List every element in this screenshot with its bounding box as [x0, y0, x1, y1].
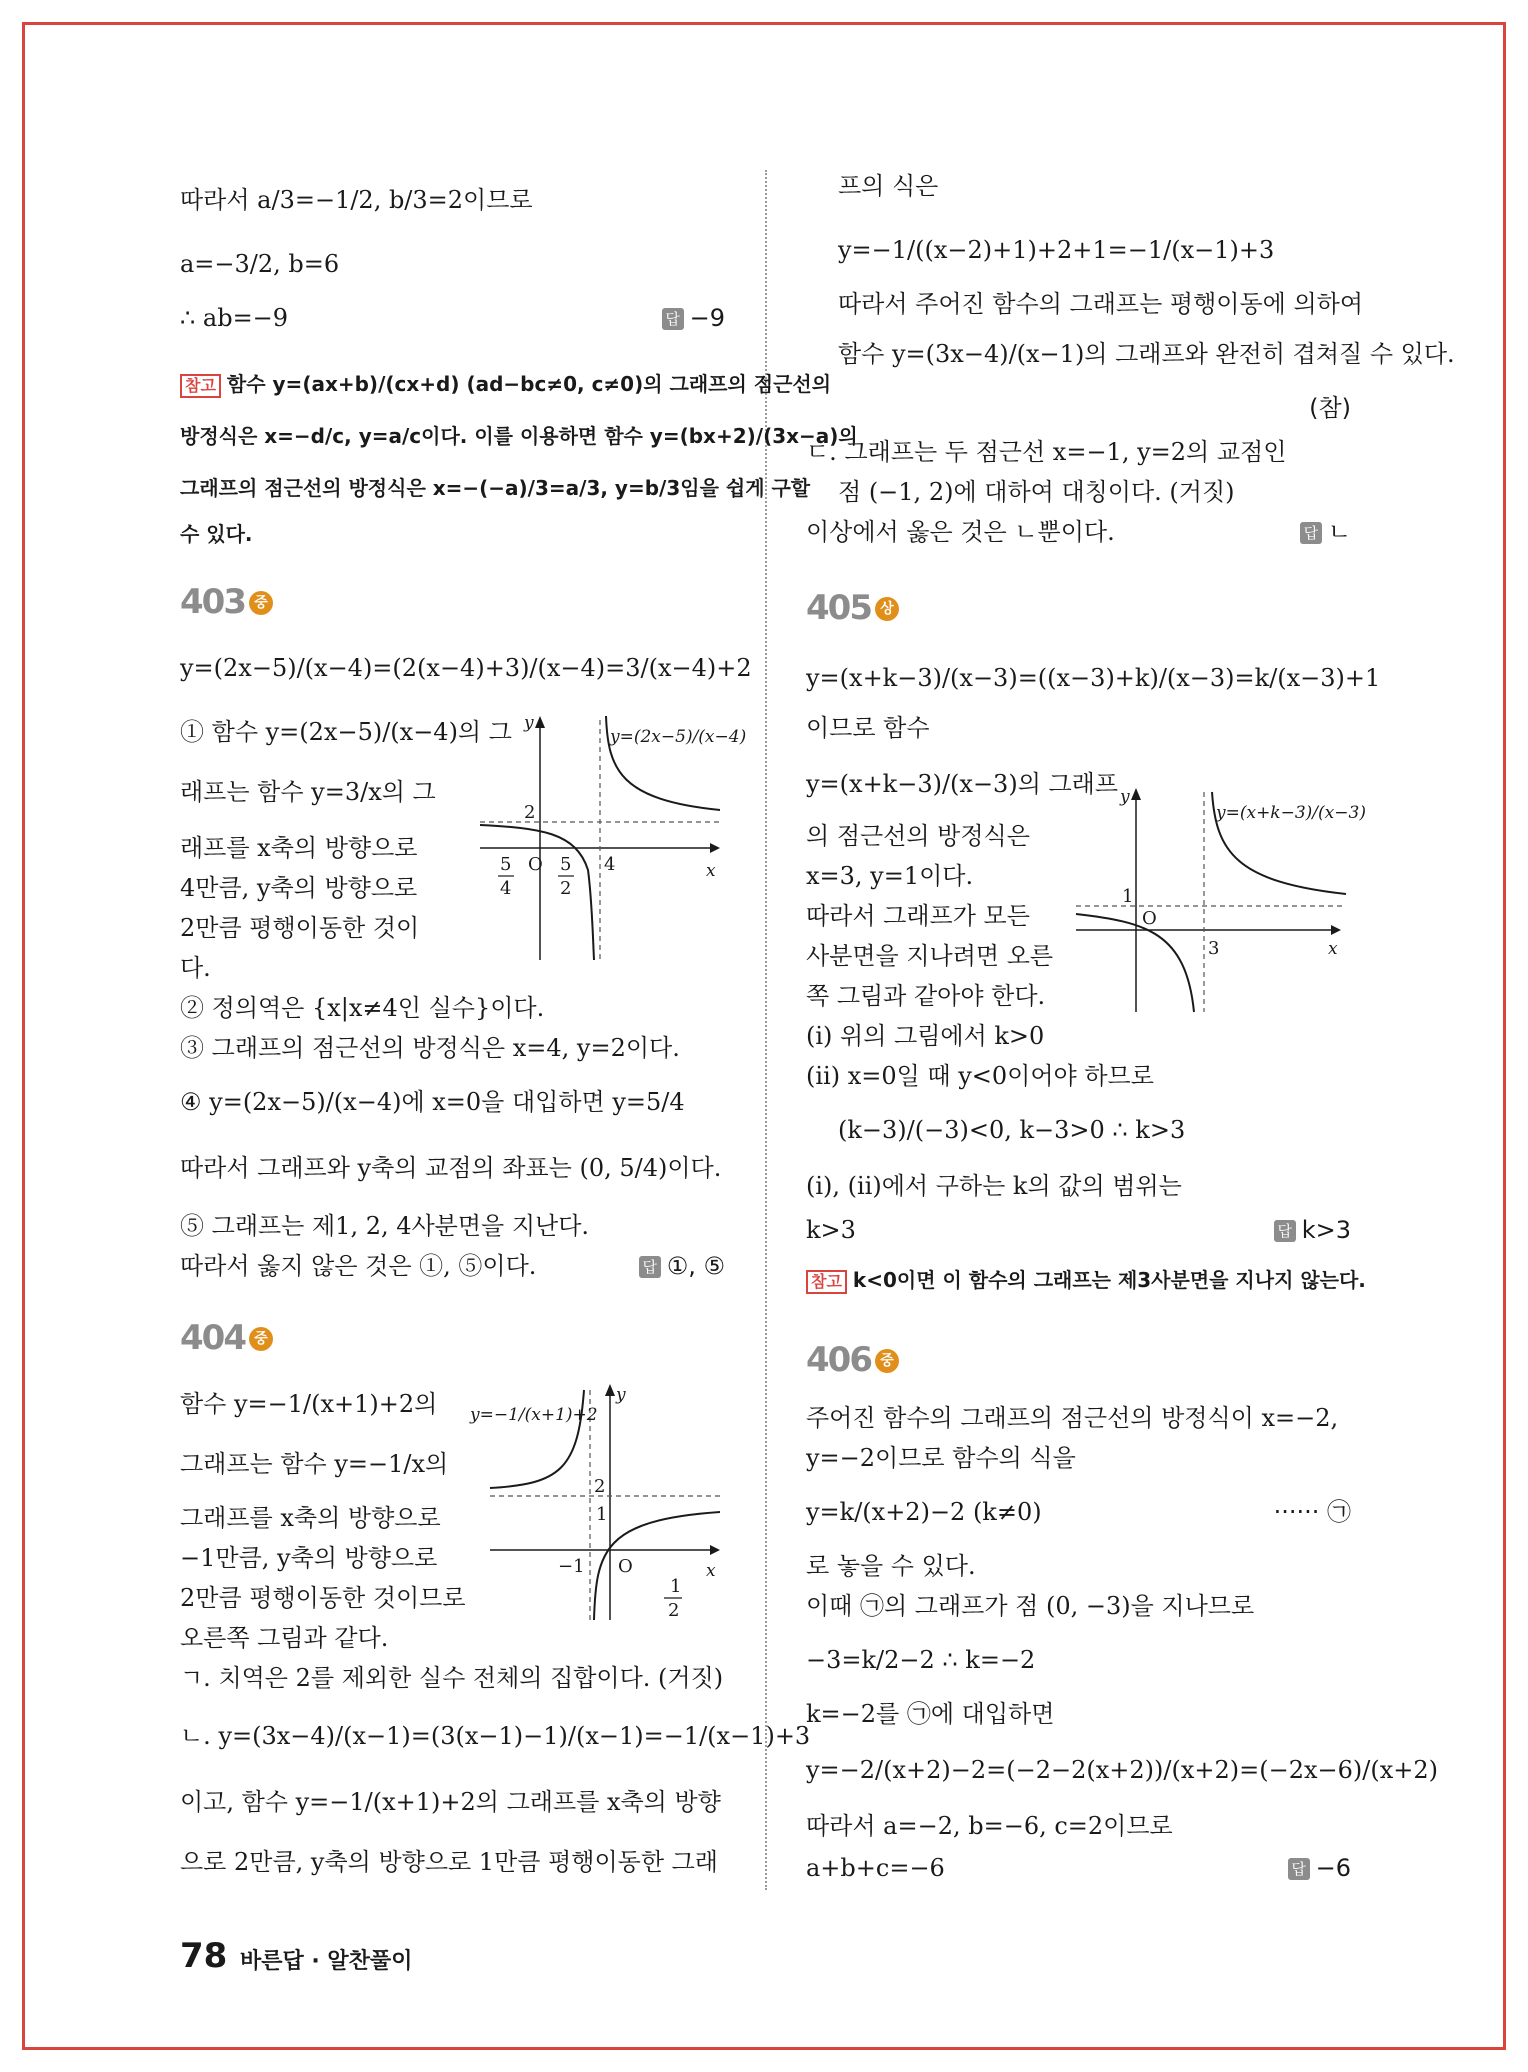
text-line: 따라서 a/3=−1/2, b/3=2이므로 — [180, 186, 533, 214]
text-line: −1만큼, y축의 방향으로 — [180, 1544, 438, 1572]
text-line: 점 (−1, 2)에 대하여 대칭이다. (거짓) — [838, 478, 1235, 506]
origin-label: O — [528, 854, 543, 875]
y-label: y — [1120, 787, 1130, 807]
text-line: (ⅰ), (ⅱ)에서 구하는 k의 값의 범위는 — [806, 1172, 1182, 1200]
tick-5-2-num: 5 — [560, 854, 572, 875]
y-arrow-icon — [605, 1384, 615, 1396]
text-line: ④ y=(2x−5)/(x−4)에 x=0을 대입하면 y=5/4 — [180, 1088, 685, 1116]
y-label: y — [524, 713, 534, 733]
text-line: 그래프를 x축의 방향으로 — [180, 1504, 441, 1532]
text-line: 2만큼 평행이동한 것이므로 — [180, 1584, 466, 1612]
text-line: ㄱ. 치역은 2를 제외한 실수 전체의 집합이다. (거짓) — [180, 1664, 724, 1692]
answer — [1300, 516, 1351, 548]
curve-left — [1076, 914, 1194, 1012]
text-line: 쪽 그림과 같아야 한다. — [806, 982, 1046, 1010]
text-line: (참) — [1309, 394, 1351, 422]
tick-half-num: 1 — [670, 1576, 682, 1597]
text-line: ㄷ. 그래프는 두 점근선 x=−1, y=2의 교점인 — [806, 438, 1287, 466]
x-arrow-icon — [710, 843, 720, 853]
x-arrow-icon — [710, 1545, 720, 1555]
tick-2: 2 — [524, 802, 536, 823]
answer-badge-icon: 답 — [1288, 1858, 1310, 1880]
text-line: 따라서 그래프가 모든 — [806, 902, 1030, 930]
problem-405-number: 405 — [806, 588, 871, 628]
x-label: x — [706, 1561, 716, 1581]
tick-5-4-num: 5 — [500, 854, 512, 875]
y-arrow-icon — [1131, 788, 1141, 800]
text-line: a=−3/2, b=6 — [180, 250, 340, 278]
level-icon: 중 — [249, 591, 273, 615]
level-icon: 중 — [875, 1349, 899, 1373]
tick-2: 2 — [594, 1476, 606, 1497]
text-line: 이때 ㉠의 그래프가 점 (0, −3)을 지나므로 — [806, 1592, 1255, 1620]
text-line: 다. — [180, 954, 211, 982]
page-number: 78 — [180, 1936, 228, 1976]
note-text: k<0이면 이 함수의 그래프는 제3사분면을 지나지 않는다. — [852, 1268, 1366, 1292]
problem-number — [806, 588, 899, 628]
graph-404 — [470, 1380, 725, 1620]
level-icon: 중 — [249, 1327, 273, 1351]
text-line: (k−3)/(−3)<0, k−3>0 ∴ k>3 — [838, 1116, 1186, 1144]
text-line: 따라서 주어진 함수의 그래프는 평행이동에 의하여 — [838, 290, 1364, 318]
text-line: k>3 — [806, 1216, 856, 1244]
tick-5-2-den: 2 — [560, 878, 572, 899]
y-arrow-icon — [535, 716, 545, 728]
x-label: x — [1328, 939, 1338, 959]
problem-number — [180, 582, 273, 622]
x-label: x — [706, 861, 716, 881]
text-line: y=−1/((x−2)+1)+2+1=−1/(x−1)+3 — [838, 236, 1275, 264]
tick-4: 4 — [604, 854, 616, 875]
text-line: ② 정의역은 {x|x≠4인 실수}이다. — [180, 994, 545, 1022]
answer-value: −9 — [689, 304, 725, 332]
x-arrow-icon — [1331, 925, 1341, 935]
problem-number — [180, 1318, 273, 1358]
tick-5-4-den: 4 — [500, 878, 512, 899]
problem-404-number: 404 — [180, 1318, 245, 1358]
answer-badge-icon: 답 — [639, 1256, 661, 1278]
text-line: ∴ ab=−9 — [180, 304, 289, 332]
text-line: 2만큼 평행이동한 것이 — [180, 914, 420, 942]
graph-403 — [480, 710, 747, 960]
text-line: 래프를 x축의 방향으로 — [180, 834, 418, 862]
answer-value: k>3 — [1301, 1216, 1351, 1244]
tick-1: 1 — [596, 1504, 608, 1525]
answer-value: ①, ⑤ — [666, 1252, 725, 1280]
text-line: (ⅱ) x=0일 때 y<0이어야 하므로 — [806, 1062, 1154, 1090]
text-line: a+b+c=−6 — [806, 1854, 945, 1882]
text-line: 오른쪽 그림과 같다. — [180, 1624, 389, 1652]
problem-406-number: 406 — [806, 1340, 871, 1380]
answer — [1274, 1214, 1351, 1246]
text-line: y=(2x−5)/(x−4)=(2(x−4)+3)/(x−4)=3/(x−4)+2 — [180, 654, 752, 682]
text-line: ⑤ 그래프는 제1, 2, 4사분면을 지난다. — [180, 1212, 590, 1240]
note-line: 수 있다. — [180, 522, 253, 546]
answer — [639, 1250, 725, 1282]
text-line: 의 점근선의 방정식은 — [806, 822, 1030, 850]
text-line: 사분면을 지나려면 오른 — [806, 942, 1054, 970]
text-line: 따라서 옳지 않은 것은 ①, ⑤이다. — [180, 1252, 537, 1280]
text-line: y=−2/(x+2)−2=(−2−2(x+2))/(x+2)=(−2x−6)/(x+2) — [806, 1756, 1438, 1784]
tick-1: 1 — [1122, 886, 1134, 907]
curve-left — [480, 825, 594, 960]
text-line: 이므로 함수 — [806, 714, 930, 742]
answer — [1288, 1852, 1351, 1884]
text-line: 4만큼, y축의 방향으로 — [180, 874, 418, 902]
text-line: ③ 그래프의 점근선의 방정식은 x=4, y=2이다. — [180, 1034, 680, 1062]
equation-marker: ······ ㉠ — [1273, 1498, 1351, 1526]
note-tag: 참고 — [180, 374, 221, 398]
text-line: 함수 y=−1/(x+1)+2의 — [180, 1390, 438, 1418]
text-line: y=−2이므로 함수의 식을 — [806, 1444, 1076, 1472]
text-line: 프의 식은 — [838, 172, 939, 200]
answer-badge-icon: 답 — [1274, 1220, 1296, 1242]
text-line: 으로 2만큼, y축의 방향으로 1만큼 평행이동한 그래 — [180, 1848, 718, 1876]
curve-right — [594, 1512, 720, 1620]
text-line: 래프는 함수 y=3/x의 그 — [180, 778, 436, 806]
text-line: 이상에서 옳은 것은 ㄴ뿐이다. — [806, 518, 1115, 546]
y-label: y — [616, 1385, 626, 1405]
level-icon: 상 — [875, 597, 899, 621]
tick-3: 3 — [1208, 938, 1220, 959]
text-line: 따라서 그래프와 y축의 교점의 좌표는 (0, 5/4)이다. — [180, 1154, 722, 1182]
answer-badge-icon: 답 — [1300, 522, 1322, 544]
text-line: 그래프는 함수 y=−1/x의 — [180, 1450, 449, 1478]
note-line: 그래프의 점근선의 방정식은 x=−(−a)/3=a/3, y=b/3임을 쉽게 구할 — [180, 476, 811, 500]
graph-label: y=(x+k−3)/(x−3) — [1216, 803, 1366, 823]
tick-minus-1: −1 — [558, 1556, 585, 1577]
graph-label: y=(2x−5)/(x−4) — [610, 727, 747, 747]
text-line: y=(x+k−3)/(x−3)=((x−3)+k)/(x−3)=k/(x−3)+1 — [806, 664, 1381, 692]
text-line: 로 놓을 수 있다. — [806, 1552, 976, 1580]
answer — [662, 302, 725, 334]
tick-half-den: 2 — [668, 1600, 680, 1621]
origin-label: O — [618, 1556, 633, 1577]
answer-value: ㄴ — [1327, 518, 1351, 546]
text-line: ㄴ. y=(3x−4)/(x−1)=(3(x−1)−1)/(x−1)=−1/(x−1)+3 — [180, 1722, 811, 1750]
note-line — [806, 1266, 1366, 1294]
answer-value: −6 — [1315, 1854, 1351, 1882]
note-line — [180, 370, 831, 398]
problem-number — [806, 1340, 899, 1380]
text-line: −3=k/2−2 ∴ k=−2 — [806, 1646, 1036, 1674]
graph-405 — [1076, 782, 1366, 1012]
note-line: 방정식은 x=−d/c, y=a/c이다. 이를 이용하면 함수 y=(bx+2)/(3x−a)의 — [180, 424, 858, 448]
text-line: y=(x+k−3)/(x−3)의 그래프 — [806, 770, 1119, 798]
text-line: ① 함수 y=(2x−5)/(x−4)의 그 — [180, 718, 512, 746]
answer-badge-icon: 답 — [662, 308, 684, 330]
problem-403-number: 403 — [180, 582, 245, 622]
graph-label: y=−1/(x+1)+2 — [470, 1405, 598, 1425]
note-text: 함수 y=(ax+b)/(cx+d) (ad−bc≠0, c≠0)의 그래프의 점근선의 — [226, 372, 832, 396]
note-tag: 참고 — [806, 1270, 847, 1294]
text-line: y=k/(x+2)−2 (k≠0) — [806, 1498, 1042, 1526]
text-line: 함수 y=(3x−4)/(x−1)의 그래프와 완전히 겹쳐질 수 있다. — [838, 340, 1455, 368]
text-line: 주어진 함수의 그래프의 점근선의 방정식이 x=−2, — [806, 1404, 1339, 1432]
text-line: x=3, y=1이다. — [806, 862, 974, 890]
footer-title: 바른답 · 알찬풀이 — [240, 1949, 413, 1974]
origin-label: O — [1142, 908, 1157, 929]
text-line: 따라서 a=−2, b=−6, c=2이므로 — [806, 1812, 1173, 1840]
text-line: (ⅰ) 위의 그림에서 k>0 — [806, 1022, 1045, 1050]
text-line: k=−2를 ㉠에 대입하면 — [806, 1700, 1055, 1728]
text-line: 이고, 함수 y=−1/(x+1)+2의 그래프를 x축의 방향 — [180, 1788, 721, 1816]
